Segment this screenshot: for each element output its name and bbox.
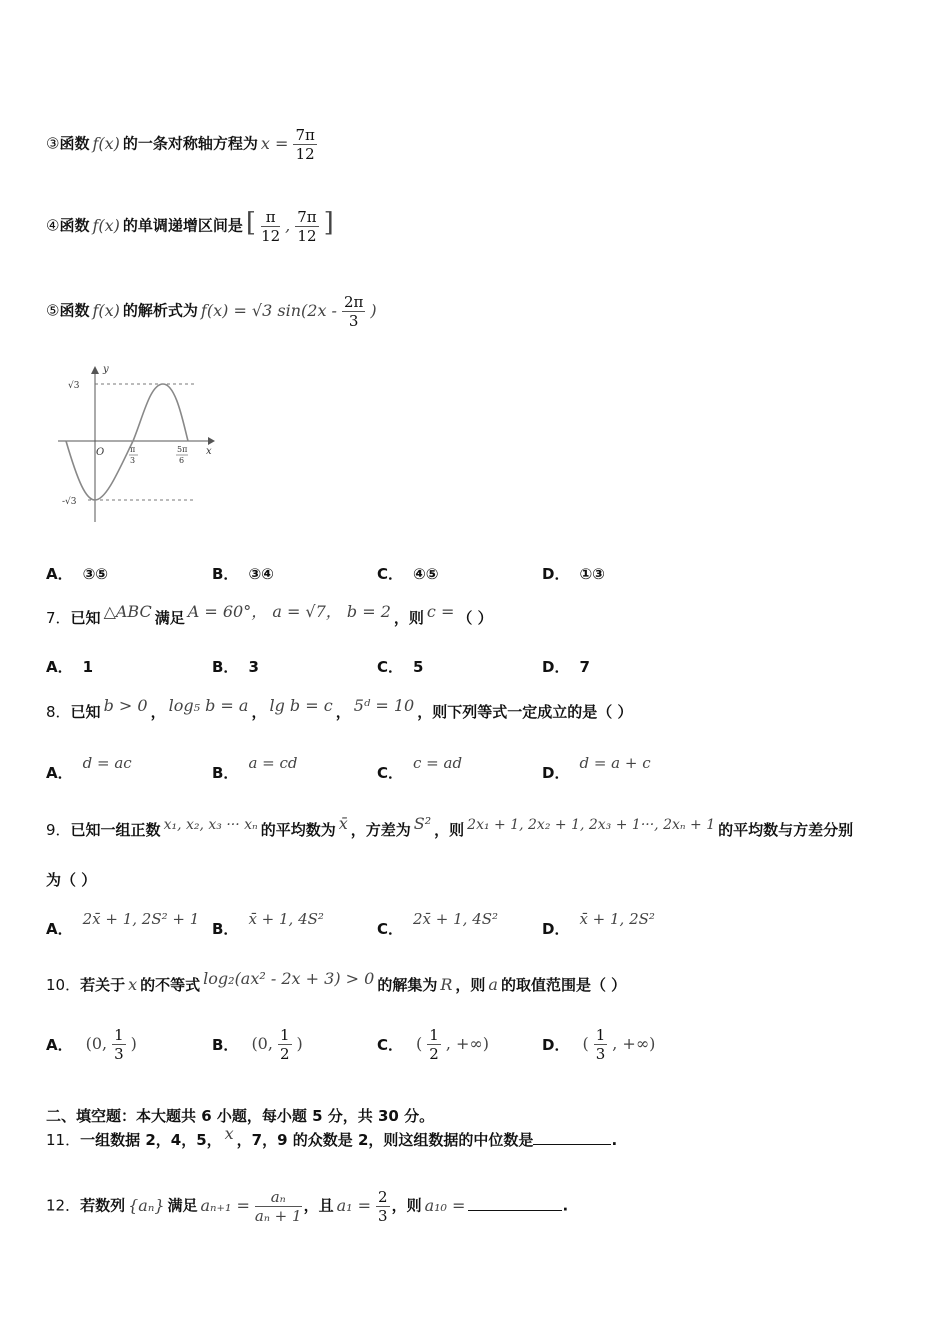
question-11: 11．一组数据 2，4，5， x ，7，9 的众数是 2，则这组数据的中位数是 .: [46, 1124, 618, 1149]
q9-option-c[interactable]: C．2x̄ + 1, 4S²: [377, 910, 499, 938]
statement-4: ④函数 f(x) 的单调递增区间是 [ $\frac{\pi}{12}$ , $\frac{7\pi}{12}$ ]: [46, 207, 334, 245]
sine-graph: [58, 362, 218, 522]
sine-curve: [66, 384, 188, 500]
q10-option-c[interactable]: C． ( $\frac{1}{2}$ , +∞): [377, 1026, 489, 1063]
question-8: 8．已知 b > 0 ， log₅ b = a ， lg b = c ， 5ᵈ = 10 ，则下列等式一定成立的是（ ）: [46, 696, 633, 721]
q10-option-b[interactable]: B． (0, $\frac{1}{2}$ ): [212, 1026, 303, 1063]
question-9: 9．已知一组正数 x₁, x₂, x₃ ··· xₙ 的平均数为 x̄ ，方差为 S² ，则 2x₁ + 1, 2x₂ + 1, 2x₃ + 1···, 2xₙ + 1 的平均数与方差分别: [46, 814, 854, 839]
q6-option-c[interactable]: C． ④⑤: [377, 565, 439, 583]
question-12: 12．若数列 {aₙ} 满足 aₙ₊₁ = $\frac{\text{aₙ}}{\text{aₙ + 1}}$ ，且 a₁ = $\frac{2}{3}$ ，则 a₁₀ = .: [46, 1188, 569, 1225]
top-value-label: √3: [68, 381, 80, 391]
q10-option-a[interactable]: A． (0, $\frac{1}{3}$ ): [46, 1026, 137, 1063]
bottom-value-label: -√3: [62, 497, 77, 507]
q8-option-d[interactable]: D．d = a + c: [542, 754, 651, 782]
q6-option-b[interactable]: B． ③④: [212, 565, 274, 583]
x-label: x: [206, 446, 212, 457]
question-10: 10．若关于 x 的不等式 log₂(ax² - 2x + 3) > 0 的解集为 R ，则 a 的取值范围是（ ）: [46, 969, 627, 994]
y-label: y: [103, 364, 109, 375]
q7-option-d[interactable]: D． 7: [542, 658, 590, 676]
q8-option-b[interactable]: B．a = cd: [212, 754, 298, 782]
q8-option-c[interactable]: C．c = ad: [377, 754, 463, 782]
q9-option-d[interactable]: D．x̄ + 1, 2S²: [542, 910, 655, 938]
tick-5pi6-num: 5π: [177, 445, 188, 454]
tick-5pi6-den: 6: [179, 456, 185, 465]
section-2-title: 二、填空题：本大题共 6 小题，每小题 5 分，共 30 分。: [46, 1107, 435, 1125]
q7-option-a[interactable]: A． 1: [46, 658, 94, 676]
q7-option-c[interactable]: C． 5: [377, 658, 424, 676]
q8-option-a[interactable]: A．d = ac: [46, 754, 132, 782]
tick-pi3-num: π: [130, 445, 136, 454]
answer-blank-12[interactable]: [468, 1196, 562, 1211]
x-axis-arrow: [208, 437, 215, 445]
y-axis-arrow: [91, 366, 99, 374]
q7-option-b[interactable]: B． 3: [212, 658, 259, 676]
tick-pi3-den: 3: [130, 456, 136, 465]
q9-option-b[interactable]: B．x̄ + 1, 4S²: [212, 910, 324, 938]
q10-option-d[interactable]: D． ( $\frac{1}{3}$ , +∞): [542, 1026, 656, 1063]
q6-option-d[interactable]: D． ①③: [542, 565, 605, 583]
q6-option-a[interactable]: A． ③⑤: [46, 565, 109, 583]
question-7: 7．已知 △ABC 满足 A = 60°， a = √7， b = 2 ，则 c = （ ）: [46, 602, 493, 627]
marker-3: ③: [46, 134, 60, 153]
answer-blank-11[interactable]: [533, 1130, 611, 1145]
statement-5: ⑤函数 f(x) 的解析式为 f(x) = √3 sin(2x - $\frac{2\pi}{3}$ ): [46, 293, 377, 330]
origin-label: O: [96, 447, 105, 458]
q9-option-a[interactable]: A．2x̄ + 1, 2S² + 1: [46, 910, 200, 938]
fraction-7pi-12: $\frac{7\pi}{12}$: [295, 126, 315, 163]
statement-3: ③函数 f(x) 的一条对称轴方程为 x = $\frac{7\pi}{12}$: [46, 126, 315, 163]
question-9-cont: 为（ ）: [46, 871, 97, 889]
